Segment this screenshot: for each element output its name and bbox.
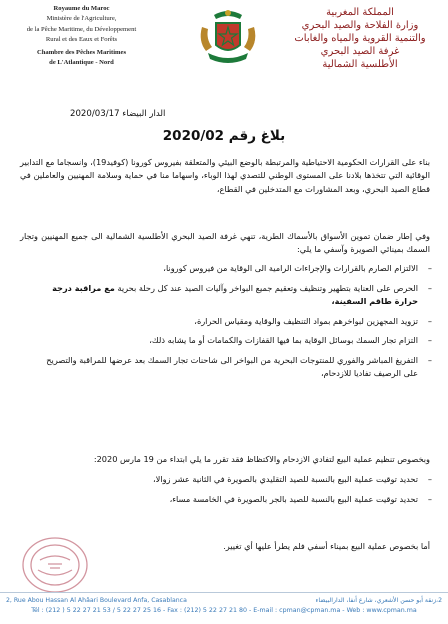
footer-address-ar: 2،زنقة أبو حسن الأشعري، شارع أنفا، الدارالبيضاء <box>315 597 442 604</box>
header-ar-line: والتنمية القروية والمياه والغابات <box>294 33 426 44</box>
header-ar-line: المملكة المغربية <box>326 7 394 18</box>
official-stamp <box>20 534 90 596</box>
header-ar-line: الأطلسية الشمالية <box>322 59 398 70</box>
header-ar-line: غرفة الصيد البحري <box>320 46 400 57</box>
schedule-list <box>42 473 432 512</box>
measures-list <box>42 262 432 387</box>
header-fr-line: Rural et des Eaux et Forêts <box>45 36 118 44</box>
paragraph-safi: أما بخصوص عملية البيع بميناء أسفي فلم يطرأ عليها أي تغيير. <box>223 541 430 551</box>
morocco-coat-of-arms-icon <box>196 7 260 69</box>
paragraph-sale-organization: وبخصوص تنظيم عملية البيع لتفادي الازدحام والاكتظاظ فقد تقرر ما يلي ابتداء من 19 مارس 2020: <box>93 454 430 464</box>
header-fr-line: de la Pêche Maritime, du Développement <box>26 25 137 33</box>
paragraph-intro: بناء على القرارات الحكومية الاحتياطية والمرتبطة بالوضع البيئي والمتعلقة بفيروس كورونا (كوفيد19)، وانسجاما مع التدابير الوقائية التي تتخذها بلادنا على المستوى الوطني للتصدي لهذا الوباء، واسهاما منا في حماية وسلامة المهنيين والعاملين في قطاع الصيد البحري، وبعد المشاورات مع المتدخلين في القطاع، <box>20 157 430 194</box>
header-fr-line: Ministère de l'Agriculture, <box>46 15 117 23</box>
header-fr-line: Chambre des Pêches Maritimes <box>36 48 127 56</box>
paragraph-announcement: وفي إطار ضمان تموين الأسواق بالأسماك الطرية، تنهي غرفة الصيد البحري الأطلسية الشمالية الى جميع المهنيين وتجار السمك بمينائي الصويرة وآسفي ما يلي: <box>20 231 430 255</box>
footer-contact: Tél : (212 ) 5 22 27 21 53 / 5 22 27 25 16 - Fax : (212) 5 22 27 21 80 - E-mail : cpman@cpman.ma - Web : www.cpman.ma <box>31 607 417 614</box>
footer <box>0 592 448 624</box>
list-item: – التزام تجار السمك بوسائل الوقاية بما فيها القفازات والكمامات أو ما يشابه ذلك، <box>42 334 432 347</box>
list-item: – الالتزام الصارم بالقرارات والإجراءات الرامية الى الوقاية من فيروس كورونا، <box>42 262 432 275</box>
list-item: – تحديد توقيت عملية البيع بالنسبة للصيد بالجر بالصويرة في الخامسة مساء، <box>42 493 432 506</box>
header-fr-line: Royaume du Maroc <box>53 5 110 12</box>
header-arabic <box>280 6 440 71</box>
header-ar-line: وزارة الفلاحة والصيد البحري <box>301 20 419 31</box>
header-fr-line: de L'Atlantique - Nord <box>49 59 114 67</box>
document-date: الدار البيضاء 2020/03/17 <box>70 109 166 119</box>
document-title: بلاغ رقم 2020/02 <box>162 128 286 144</box>
header-french <box>4 4 159 68</box>
list-item: – تزويد المجهزين لبواخرهم بمواد التنظيف والوقاية ومقياس الحرارة، <box>42 315 432 328</box>
list-item: – التفريغ المباشر والفوري للمنتوجات البحرية من البواخر الى شاحنات تجار السمك بعد عرضها للمراقبة والتصريح على الرصيف تفاديا للازدحام، <box>42 354 432 381</box>
list-item: – تحديد توقيت عملية البيع بالنسبة للصيد التقليدي بالصويرة في الثانية عشر زوالا، <box>42 473 432 486</box>
list-item: – الحرص على العناية بتطهير وتنظيف وتعقيم جميع البواخر وآليات الصيد عند كل رحلة بحرية مع مراقبة درجة حرارة طاقم السفينة، <box>42 282 432 309</box>
footer-address-fr: 2, Rue Abou Hassan Al Ahâari Boulevard Anfa, Casablanca <box>6 597 187 604</box>
